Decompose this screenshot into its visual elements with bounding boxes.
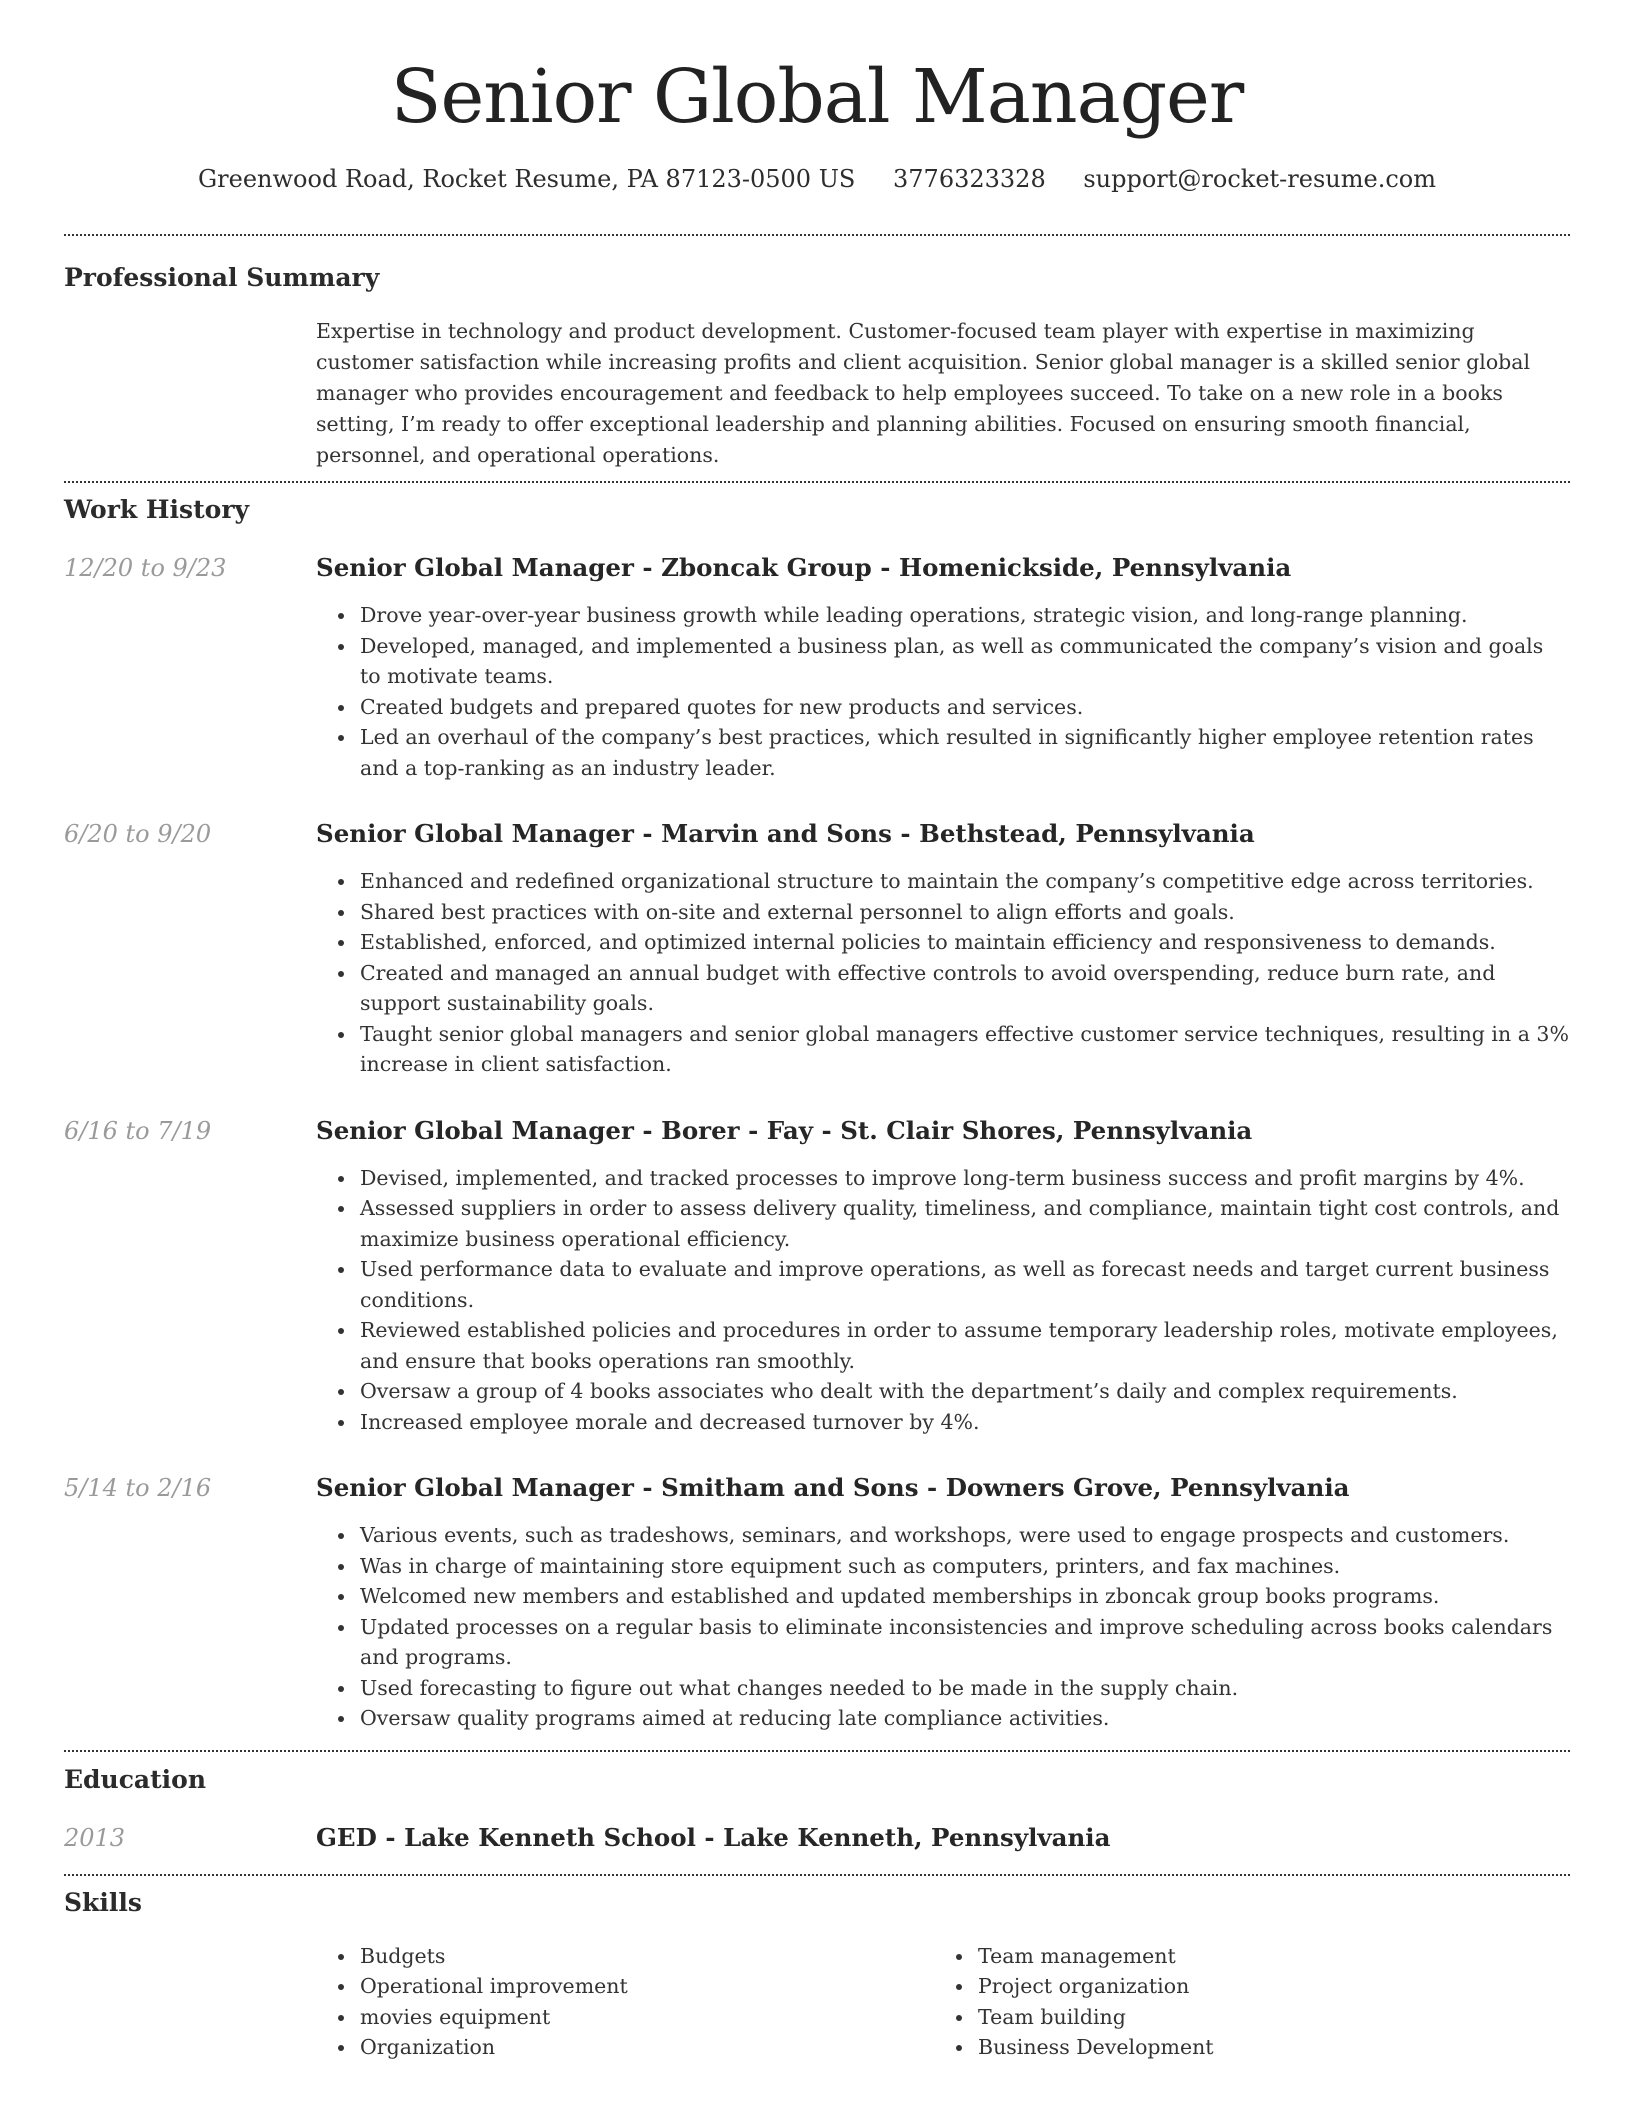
list-item: Organization: [360, 2032, 934, 2063]
list-item: Shared best practices with on-site and external personnel to align efforts and goals.: [360, 897, 1570, 928]
job-dates: 6/20 to 9/20: [64, 820, 212, 848]
resume-name: Senior Global Manager: [390, 54, 1244, 140]
list-item: Various events, such as tradeshows, seminars, and workshops, were used to engage prospects and customers.: [360, 1520, 1570, 1551]
summary-section: [64, 236, 1570, 471]
list-item: Enhanced and redefined organizational structure to maintain the company’s competitive edge across territories.: [360, 866, 1570, 897]
list-item: Team building: [978, 2002, 1578, 2033]
list-item: Reviewed established policies and procedures in order to assume temporary leadership roles, motivate employees, and ensure that books operations ran smoothly.: [360, 1315, 1570, 1376]
skills-heading: Skills: [64, 1887, 142, 1917]
list-item: Developed, managed, and implemented a business plan, as well as communicated the company’s vision and goals to motivate teams.: [360, 631, 1570, 692]
education-section: [64, 1752, 1570, 1854]
education-heading: Education: [64, 1764, 207, 1794]
contact-address: Greenwood Road, Rocket Resume, PA 87123-0500 US: [198, 165, 856, 193]
list-item: Welcomed new members and established and updated memberships in zboncak group books programs.: [360, 1581, 1570, 1612]
job-entry: [64, 552, 1570, 783]
job-title: Senior Global Manager - Zboncak Group - Homenickside, Pennsylvania: [316, 553, 1292, 582]
list-item: movies equipment: [360, 2002, 934, 2033]
work-history-heading: Work History: [64, 495, 250, 524]
job-bullets: [316, 1163, 1570, 1438]
list-item: Used forecasting to figure out what changes needed to be made in the supply chain.: [360, 1673, 1570, 1704]
list-item: Devised, implemented, and tracked processes to improve long-term business success and profit margins by 4%.: [360, 1163, 1570, 1194]
summary-text: Expertise in technology and product development. Customer-focused team player with expertise in maximizing customer satisfaction while increasing profits and client acquisition. Senior global manager is a skilled senior global manager who provides encouragement and feedback to help employees succeed. To take on a new role in a books setting, I’m ready to offer exceptional leadership and planning abilities. Focused on ensuring smooth financial, personnel, and operational operations.: [316, 319, 1531, 467]
job-title: Senior Global Manager - Marvin and Sons - Bethstead, Pennsylvania: [316, 819, 1255, 848]
job-dates: 5/14 to 2/16: [64, 1474, 212, 1502]
list-item: Increased employee morale and decreased turnover by 4%.: [360, 1407, 1570, 1438]
job-dates: 12/20 to 9/23: [64, 554, 227, 582]
contact-line: [64, 164, 1570, 194]
skills-section: [64, 1876, 1570, 2063]
job-entry: [64, 1472, 1570, 1734]
job-bullets: [316, 600, 1570, 783]
contact-email: support@rocket-resume.com: [1083, 165, 1436, 193]
education-entry: GED - Lake Kenneth School - Lake Kenneth, Pennsylvania: [316, 1822, 1111, 1852]
list-item: Created and managed an annual budget with effective controls to avoid overspending, reduce burn rate, and support sustainability goals.: [360, 958, 1570, 1019]
list-item: Operational improvement: [360, 1971, 934, 2002]
job-title: Senior Global Manager - Smitham and Sons - Downers Grove, Pennsylvania: [316, 1473, 1350, 1502]
summary-heading: Professional Summary: [64, 263, 380, 292]
list-item: Updated processes on a regular basis to eliminate inconsistencies and improve scheduling across books calendars and programs.: [360, 1612, 1570, 1673]
skills-date-spacer: [64, 1941, 316, 2063]
summary-date-spacer: [64, 316, 316, 471]
job-bullets: [316, 866, 1570, 1080]
list-item: Oversaw quality programs aimed at reducing late compliance activities.: [360, 1703, 1570, 1734]
job-entry: [64, 818, 1570, 1080]
job-dates: 6/16 to 7/19: [64, 1116, 212, 1145]
list-item: Drove year-over-year business growth while leading operations, strategic vision, and long-range planning.: [360, 600, 1570, 631]
list-item: Used performance data to evaluate and improve operations, as well as forecast needs and target current business conditions.: [360, 1254, 1570, 1315]
contact-phone: 3776323328: [893, 165, 1046, 193]
list-item: Team management: [978, 1941, 1578, 1972]
work-history-section: [64, 483, 1570, 1734]
list-item: Oversaw a group of 4 books associates who dealt with the department’s daily and complex requirements.: [360, 1376, 1570, 1407]
list-item: Business Development: [978, 2032, 1578, 2063]
list-item: Established, enforced, and optimized internal policies to maintain efficiency and responsiveness to demands.: [360, 927, 1570, 958]
list-item: Project organization: [978, 1971, 1578, 2002]
job-title: Senior Global Manager - Borer - Fay - St. Clair Shores, Pennsylvania: [316, 1115, 1253, 1145]
job-entry: [64, 1115, 1570, 1438]
skills-list-left: [316, 1941, 934, 2063]
list-item: Created budgets and prepared quotes for new products and services.: [360, 692, 1570, 723]
list-item: Led an overhaul of the company’s best practices, which resulted in significantly higher employee retention rates and a top-ranking as an industry leader.: [360, 722, 1570, 783]
list-item: Was in charge of maintaining store equipment such as computers, printers, and fax machines.: [360, 1551, 1570, 1582]
education-year: 2013: [64, 1823, 126, 1852]
list-item: Budgets: [360, 1941, 934, 1972]
resume-page: [64, 0, 1570, 2063]
skills-list-right: [934, 1941, 1578, 2063]
list-item: Assessed suppliers in order to assess delivery quality, timeliness, and compliance, maintain tight cost controls, and maximize business operational efficiency.: [360, 1193, 1570, 1254]
job-bullets: [316, 1520, 1570, 1734]
list-item: Taught senior global managers and senior global managers effective customer service techniques, resulting in a 3% increase in client satisfaction.: [360, 1019, 1570, 1080]
